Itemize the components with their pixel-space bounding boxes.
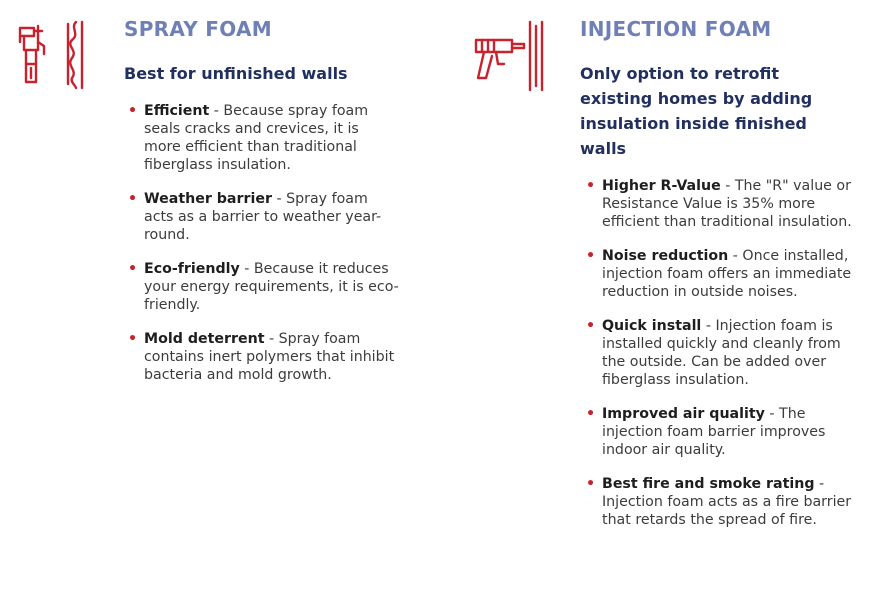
feature-description: - Injection foam is installed quickly and cleanly from the outside. Can be added over fiberglass insulation. [602,318,841,388]
feature-name: Eco-friendly [144,261,240,277]
spray-foam-feature-list [128,102,400,400]
feature-name: Higher R-Value [602,178,721,194]
feature-description: - The injection foam barrier improves indoor air quality. [602,406,826,458]
feature-name: Best fire and smoke rating [602,476,815,492]
bullet-icon: • [586,476,596,492]
bullet-icon: • [586,318,596,334]
bullet-icon: • [586,178,596,194]
feature-description: - Because spray foam seals cracks and crevices, it is more efficient than traditional fiberglass insulation. [144,103,369,173]
injection-foam-title: INJECTION FOAM [580,17,772,41]
feature-description: - Once installed, injection foam offers an immediate reduction in outside noises. [602,248,852,300]
feature-item [586,247,868,301]
feature-name: Quick install [602,318,702,334]
feature-item [586,405,868,459]
bullet-icon: • [586,248,596,264]
feature-item [128,260,400,314]
bullet-icon: • [128,191,138,207]
feature-description: - Because it reduces your energy requirements, it is eco-friendly. [144,261,399,313]
injection-foam-feature-list [586,177,868,545]
spray-gun-with-wall-icon [16,20,88,90]
feature-description: - Injection foam acts as a fire barrier that retards the spread of fire. [602,476,852,528]
feature-item [128,102,400,174]
feature-name: Weather barrier [144,191,272,207]
feature-description: - Spray foam contains inert polymers that inhibit bacteria and mold growth. [144,331,395,383]
feature-name: Noise reduction [602,248,729,264]
feature-item [586,177,868,231]
bullet-icon: • [128,103,138,119]
feature-name: Efficient [144,103,210,119]
feature-item [586,475,868,529]
feature-item [586,317,868,389]
feature-description: - The "R" value or Resistance Value is 35% more efficient than traditional insulation. [602,178,852,230]
feature-name: Mold deterrent [144,331,265,347]
feature-description: - Spray foam acts as a barrier to weather year-round. [144,191,382,243]
feature-name: Improved air quality [602,406,765,422]
injection-gun-with-wall-icon [474,20,546,92]
spray-foam-title: SPRAY FOAM [124,17,272,41]
feature-item [128,190,400,244]
spray-foam-subtitle: Best for unfinished walls [124,64,348,83]
bullet-icon: • [128,261,138,277]
feature-item [128,330,400,384]
bullet-icon: • [586,406,596,422]
injection-foam-subtitle: Only option to retrofit existing homes by adding insulation inside finished walls [580,64,813,158]
bullet-icon: • [128,331,138,347]
